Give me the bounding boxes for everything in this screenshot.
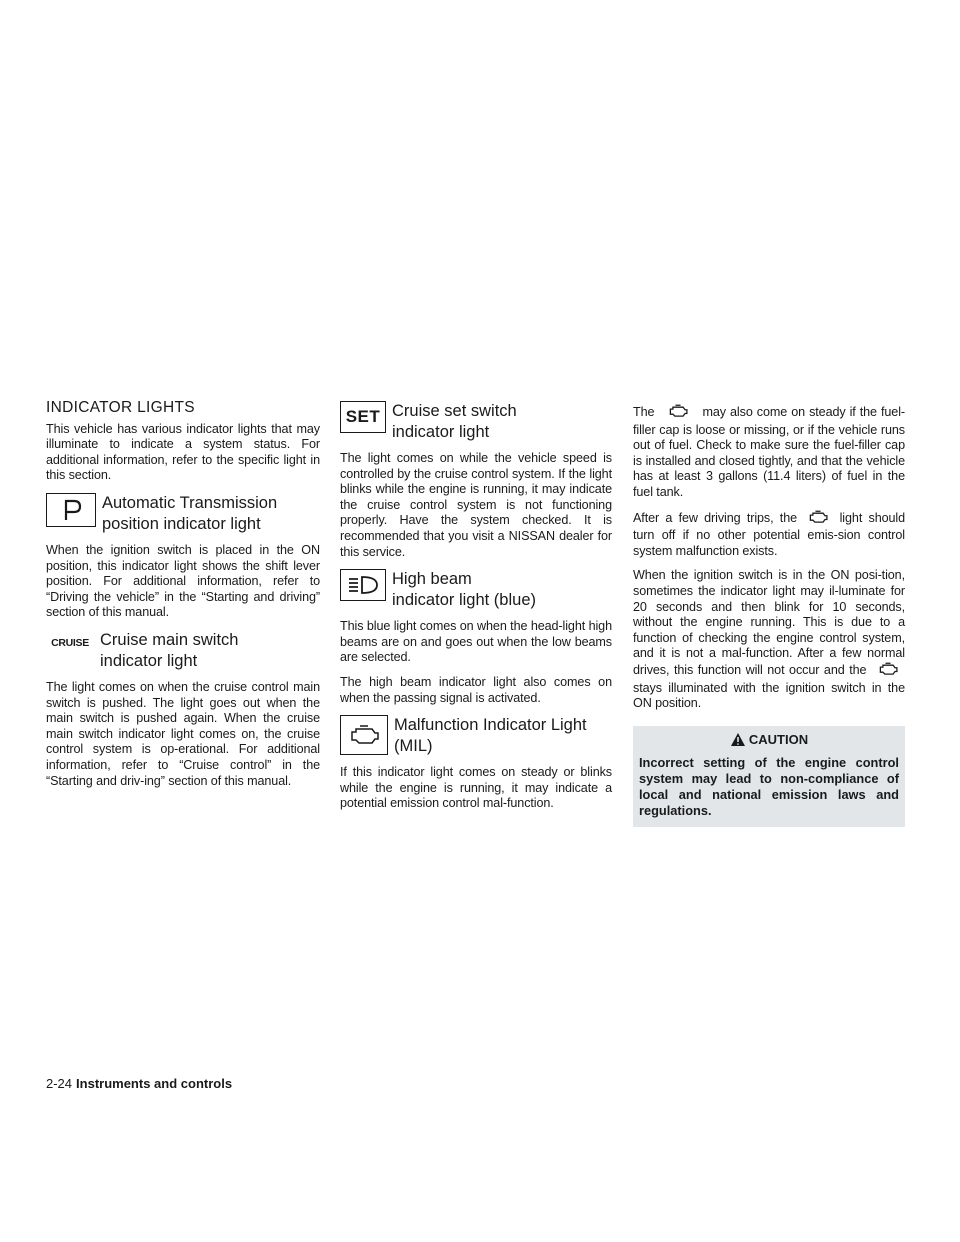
set-icon-text: SET	[345, 407, 381, 427]
item-body: If this indicator light comes on steady or blinks while the engine is running, it may indicate a potential emission control mal-function.	[340, 765, 612, 811]
high-beam-icon	[340, 569, 386, 601]
item-title-line1: Cruise set switch	[392, 402, 517, 420]
text-run: The	[633, 405, 655, 419]
item-title-line1: Automatic Transmission	[102, 493, 278, 512]
engine-icon	[803, 510, 833, 529]
item-title-line1: Cruise main switch	[100, 630, 239, 649]
text-run: After a few driving trips, the	[633, 510, 798, 525]
engine-icon	[871, 662, 905, 681]
set-text-icon	[340, 401, 386, 433]
text-run: stays illuminated with the ignition switch in the ON position.	[633, 680, 905, 711]
p-letter-icon	[46, 493, 96, 527]
item-title-line1: High beam	[392, 570, 472, 589]
item-transmission-heading	[46, 493, 320, 535]
item-title-line2: (MIL)	[394, 737, 433, 756]
mil-paragraph-2	[633, 510, 905, 560]
caution-heading: CAUTION	[748, 731, 809, 747]
item-mil-heading	[340, 715, 612, 757]
text-run: may also come on steady if the fuel-filler cap is loose or missing, or if the vehicle runs out of fuel. Check to make sure the fuel-filler cap is installed and closed tightly, and that the vehicle has at least 3 gallons (11.4 liters) of fuel in the fuel tank.	[633, 405, 905, 499]
item-body: When the ignition switch is placed in the ON position, this indicator light shows the shift lever position. For additional information, refer to “Driving the vehicle” in the “Starting and driving” section of this manual.	[46, 542, 320, 620]
mil-paragraph-1	[633, 404, 905, 501]
text-run: light should turn off if no other potential emis-sion control system malfunction exists.	[633, 510, 906, 558]
warning-icon	[730, 732, 746, 747]
item-body-2: The high beam indicator light also comes on when the passing signal is activated.	[340, 674, 612, 705]
item-high-beam-heading	[340, 569, 612, 611]
item-title-line2: position indicator light	[102, 514, 261, 533]
footer-section-title: Instruments and controls	[76, 1076, 233, 1091]
item-body: The light comes on while the vehicle speed is controlled by the cruise control system. If the light blinks while the engine is running, it may indicate the cruise control system is not functioning properly. Have the system checked. It is recommended that you visit a NISSAN dealer for this service.	[340, 451, 612, 559]
section-title: INDICATOR LIGHTS	[46, 399, 195, 416]
item-title-line2: indicator light (blue)	[392, 591, 536, 610]
caution-text: Incorrect setting of the engine control system may lead to non-compliance of local and national emission laws and regulations.	[639, 755, 899, 819]
column-left	[46, 400, 320, 798]
page-number: 2-24	[46, 1076, 73, 1091]
column-right	[633, 404, 905, 827]
item-body: The light comes on when the cruise control main switch is pushed. The light goes out when the main switch is pushed again. When the cruise main switch indicator light comes on, the cruise control system is op-erational. For additional information, refer to “Cruise control” in the “Starting and driv-ing” section of this manual.	[46, 679, 320, 788]
text-run: When the ignition switch is in the ON posi-tion, sometimes the indicator light may il-luminate for 20 seconds and then blink for 10 seconds, without the engine running. This is due to a function of checking the engine control system, and it is not a mal-function. After a few normal drives, this function will not occur and the	[633, 568, 905, 677]
item-cruise-main-heading	[46, 630, 320, 672]
mil-paragraph-3	[633, 568, 905, 711]
item-cruise-set-heading	[340, 401, 612, 443]
page-footer	[46, 1076, 232, 1091]
column-middle	[340, 401, 612, 821]
engine-icon	[340, 715, 388, 755]
engine-icon	[658, 404, 698, 423]
cruise-icon-text: CRUISE	[51, 637, 89, 650]
caution-box	[633, 726, 905, 828]
cruise-text-icon	[46, 630, 94, 658]
item-title-line2: indicator light	[392, 423, 490, 441]
item-title-line2: indicator light	[100, 651, 198, 670]
item-body: This blue light comes on when the head-light high beams are on and goes out when the low beams are selected.	[340, 619, 612, 665]
intro-paragraph: This vehicle has various indicator lights that may illuminate to indicate a system status. For additional information, refer to the specific light in this section.	[46, 421, 320, 483]
item-title-line1: Malfunction Indicator Light	[394, 716, 587, 735]
